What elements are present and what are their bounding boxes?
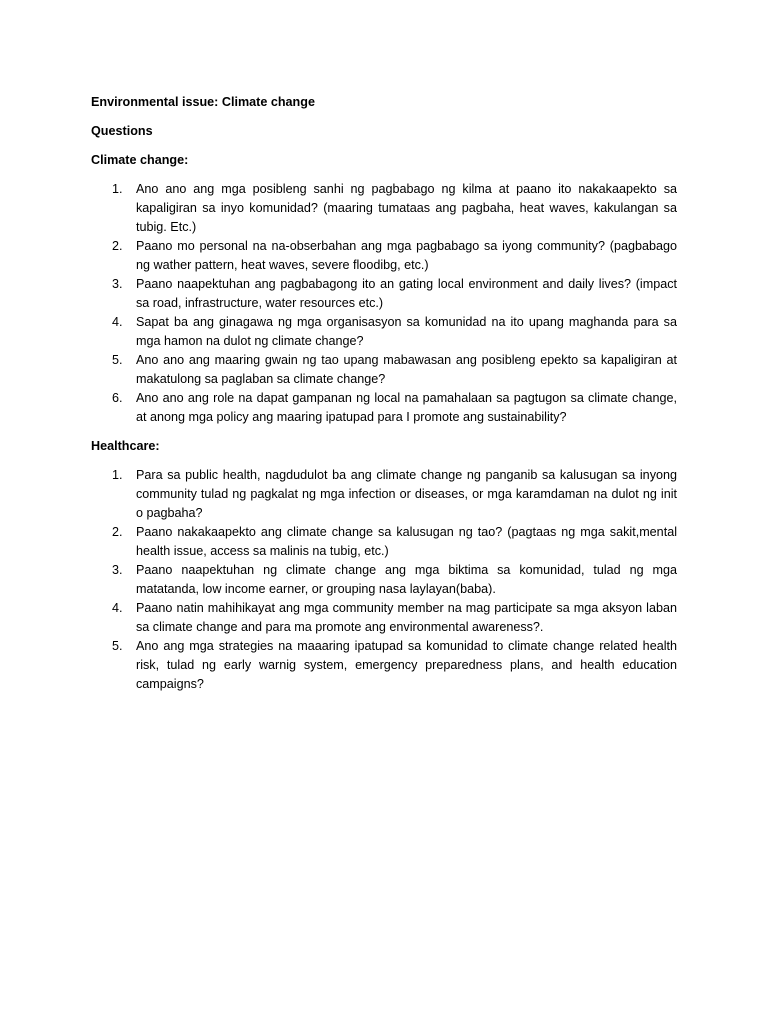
list-item <box>91 351 677 389</box>
list-item-text: Paano naapektuhan ng climate change ang mga biktima sa komunidad, tulad ng mga matatanda, low income earner, or grouping nasa laylayan(baba). <box>136 563 677 596</box>
list-item-number: 1. <box>112 468 123 482</box>
section-heading-climate-change: Climate change: <box>91 153 189 167</box>
list-item <box>91 237 677 275</box>
list-item <box>91 389 677 427</box>
document-body <box>91 93 677 704</box>
list-item-text: Para sa public health, nagdudulot ba ang climate change ng panganib sa kalusugan sa inyong community tulad ng pagkalat ng mga infection or diseases, or mga karamdaman na dulot ng init o pagbaha? <box>136 468 677 520</box>
list-item-text: Ano ang mga strategies na maaaring ipatupad sa komunidad to climate change related health risk, tulad ng early warnig system, emergency preparedness plans, and health education campaigns? <box>136 639 677 691</box>
list-item-number: 4. <box>112 601 123 615</box>
list-item-number: 5. <box>112 639 123 653</box>
list-item-text: Ano ano ang mga posibleng sanhi ng pagbabago ng kilma at paano ito nakakaapekto sa kapaligiran sa inyo komunidad? (maaring tumataas ang pagbaha, heat waves, kakulangan sa tubig. Etc.) <box>136 182 677 234</box>
section-heading-healthcare: Healthcare: <box>91 439 160 453</box>
healthcare-question-list <box>91 466 677 694</box>
list-item-text: Paano natin mahihikayat ang mga community member na mag participate sa mga aksyon laban sa climate change and para ma promote ang environmental awareness?. <box>136 601 677 634</box>
list-item <box>91 523 677 561</box>
list-item <box>91 599 677 637</box>
list-item-number: 3. <box>112 563 123 577</box>
list-item-number: 4. <box>112 315 123 329</box>
document-subtitle: Questions <box>91 124 153 138</box>
list-item-text: Ano ano ang maaring gwain ng tao upang mabawasan ang posibleng epekto sa kapaligiran at makatulong sa paglaban sa climate change? <box>136 353 677 386</box>
list-item-number: 2. <box>112 239 123 253</box>
list-item <box>91 313 677 351</box>
list-item-number: 3. <box>112 277 123 291</box>
list-item-text: Paano mo personal na na-obserbahan ang mga pagbabago sa iyong community? (pagbabago ng wather pattern, heat waves, severe floodibg, etc.) <box>136 239 677 272</box>
list-item-text: Ano ano ang role na dapat gampanan ng local na pamahalaan sa pagtugon sa climate change, at anong mga policy ang maaring ipatupad para I promote ang sustainability? <box>136 391 677 424</box>
list-item-number: 6. <box>112 391 123 405</box>
list-item-text: Paano naapektuhan ang pagbabagong ito an gating local environment and daily lives? (impact sa road, infrastructure, water resources etc.) <box>136 277 677 310</box>
document-title: Environmental issue: Climate change <box>91 95 315 109</box>
list-item-text: Paano nakakaapekto ang climate change sa kalusugan ng tao? (pagtaas ng mga sakit,mental health issue, access sa malinis na tubig, etc.) <box>136 525 677 558</box>
list-item-number: 1. <box>112 182 123 196</box>
list-item-number: 2. <box>112 525 123 539</box>
list-item <box>91 561 677 599</box>
list-item <box>91 637 677 694</box>
list-item-number: 5. <box>112 353 123 367</box>
list-item-text: Sapat ba ang ginagawa ng mga organisasyon sa komunidad na ito upang maghanda para sa mga hamon na dulot ng climate change? <box>136 315 677 348</box>
climate-change-question-list <box>91 180 677 427</box>
list-item <box>91 180 677 237</box>
list-item <box>91 275 677 313</box>
list-item <box>91 466 677 523</box>
